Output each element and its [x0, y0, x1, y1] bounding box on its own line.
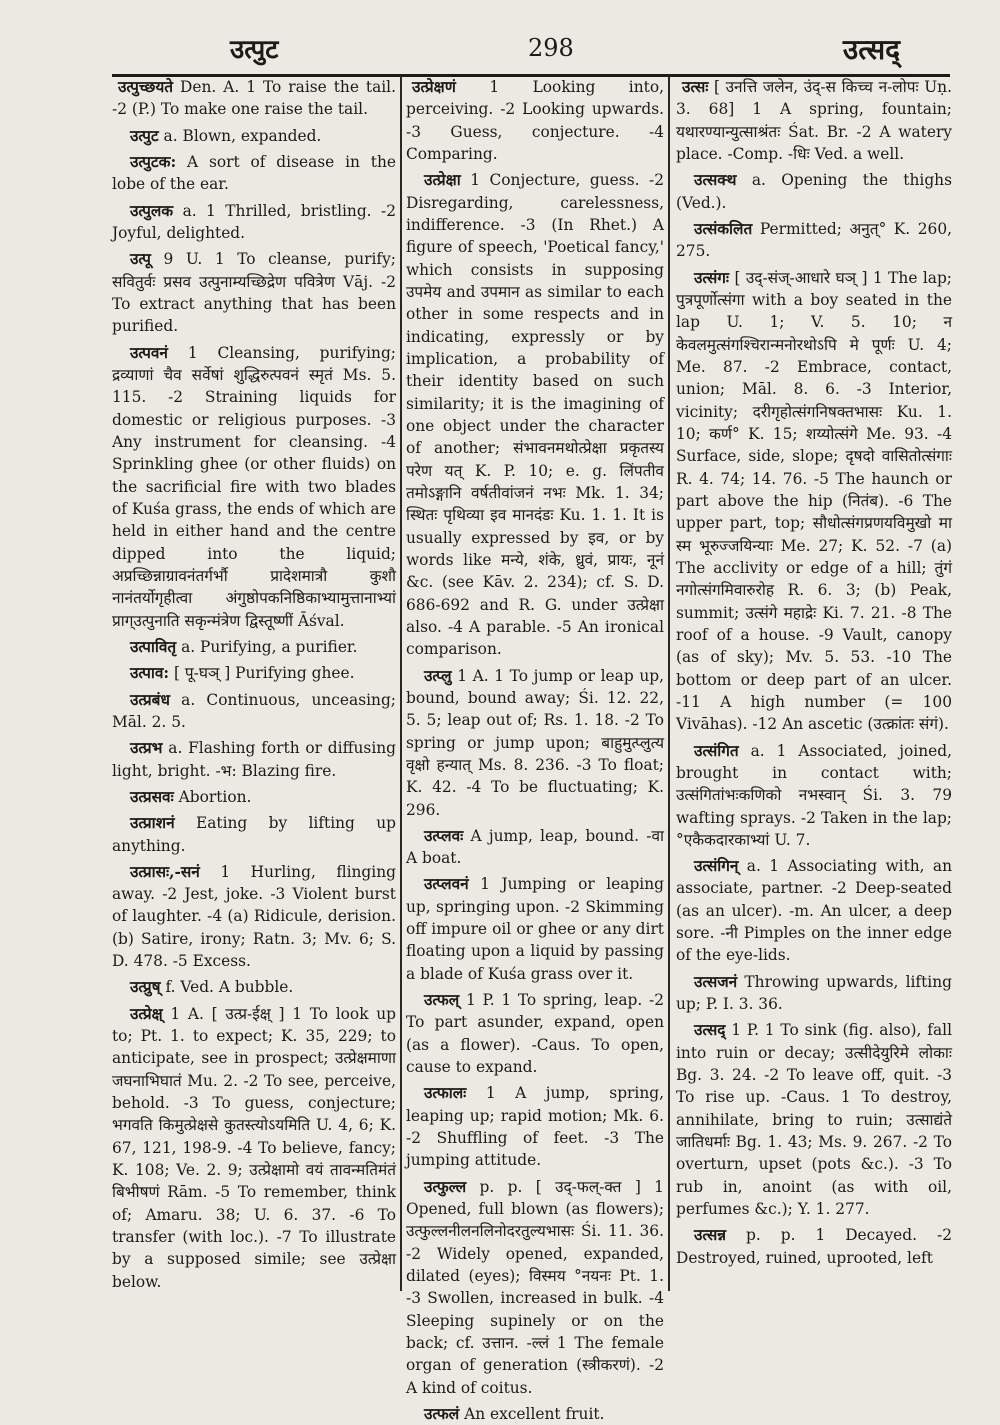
header-right-word: उत्सद् — [842, 33, 900, 66]
entry-definition: 1 Cleansing, purifying; द्रव्याणां चैव सर्वेषां शुद्धिरुत्पवनं स्मृतं Ms. 5. 115. -2 Straining liquids for domestic or religious purposes. -3 Any instrument for cleansing. -4 Sprinkling ghee (or other fluids) on the sacrificial fire with two blades of Kuśa grass, the ends of which are held in either hand and the centre dipped into the liquid; अप्रच्छिन्नाग्रावनंतर्गर्भौ प्रादेशमात्रौ कुशौ नानंतर्योगृहीत्वा अंगुष्ठोपकनिष्ठिकाभ्यामुत्तानाभ्यां प्राग्उत्पुनाति सकृन्मंत्रेण द्विस्तूष्णीं Āśval. — [112, 343, 396, 630]
dictionary-entry — [406, 989, 664, 1078]
dictionary-entry — [406, 1082, 664, 1171]
entry-definition: 1 Hurling, flinging away. -2 Jest, joke. -3 Violent burst of laughter. -4 (a) Ridicule, derision. (b) Satire, irony; Ratn. 3; Mv. 6; S. D. 478. -5 Excess. — [112, 862, 396, 971]
entry-headword: उत्पाव: — [130, 664, 170, 683]
entry-headword: उत्प्रेक्ष् — [130, 1004, 163, 1023]
dictionary-entry — [406, 825, 664, 870]
entry-headword: उत्सन्न — [694, 1226, 727, 1245]
entry-headword: उत्फुल्ल — [424, 1177, 467, 1196]
dictionary-entry — [676, 1224, 952, 1269]
entry-headword: उत्सजनं — [694, 972, 738, 991]
entry-definition: a. Continuous, unceasing; Māl. 2. 5. — [112, 690, 396, 731]
entry-headword: उत्प्लु — [424, 666, 452, 685]
dictionary-entry — [406, 169, 664, 660]
dictionary-entry — [676, 740, 952, 852]
dictionary-entry — [676, 267, 952, 736]
dictionary-entry — [112, 662, 396, 684]
entry-headword: उत्सक्थ — [694, 171, 737, 190]
entry-definition: a. 1 Associating with, an associate, partner. -2 Deep-seated (as an ulcer). -m. An ulcer, a deep sore. -नी Pimples on the inner edge of the eye-lids. — [676, 857, 952, 965]
entry-definition: a. Blown, expanded. — [163, 126, 322, 145]
entry-headword: उत्प्रबंध — [130, 690, 170, 709]
entry-definition: A jump, leap, bound. -वा A boat. — [406, 826, 664, 868]
dictionary-entry — [676, 169, 952, 214]
entry-headword: उत्प्रुष् — [130, 978, 161, 997]
entry-definition: a. 1 Associated, joined, brought in contact with; उत्संगितांभःकणिको नभस्वान् Śi. 3. 79 wafting sprays. -2 Taken in the lap; °एकैकदारकाभ्यां U. 7. — [676, 741, 952, 849]
dictionary-entry — [112, 248, 396, 337]
entry-headword: उत्पुटक: — [130, 152, 177, 171]
entry-headword: उत्प्रभ — [130, 739, 163, 758]
dictionary-entry — [112, 125, 396, 147]
entry-headword: उत्पावितृ — [130, 637, 177, 656]
entry-headword: उत्फल् — [424, 991, 460, 1010]
dictionary-entry — [112, 861, 396, 973]
entry-headword: उत्पवनं — [130, 343, 168, 362]
entry-headword: उत्प्रेक्षणं — [412, 78, 456, 96]
column-divider — [400, 76, 402, 1291]
entry-definition: Abortion. — [178, 787, 252, 806]
entry-headword: उत्संगित — [694, 741, 739, 760]
dictionary-entry — [406, 873, 664, 985]
dictionary-entry — [112, 1003, 396, 1293]
entry-definition: [ उनत्ति जलेन, उंद्-स किच्च न-लोपः Uṇ. 3. 68] 1 A spring, fountain; यथारण्यान्युत्साश्रंतः Śat. Br. -2 A watery place. -Comp. -धिः Ved. a well. — [676, 78, 952, 163]
entry-definition: 1 A. 1 To jump or leap up, bound, bound away; Śi. 12. 22, 5. 5; leap out of; Rs. 1. 18. -2 To spring or jump upon; बाहुमुत्प्लुत्य वृक्षो हन्यात् Ms. 8. 236. -3 To float; K. 42. -4 To be fluctuating; K. 296. — [406, 666, 664, 819]
entry-definition: 1 A jump, spring, leaping up; rapid motion; Mk. 6. -2 Shuffling of feet. -3 The jumping attitude. — [406, 1084, 664, 1170]
entry-definition: a. Purifying, a purifier. — [181, 637, 358, 656]
entry-headword: उत्प्रासः,-सनं — [130, 862, 200, 881]
entry-definition: 1 P. 1 To spring, leap. -2 To part asunder, expand, open (as a flower). -Caus. To open, cause to expand. — [406, 991, 664, 1077]
dictionary-entry — [406, 76, 664, 165]
entry-definition: A sort of disease in the lobe of the ear. — [112, 152, 396, 194]
entry-definition: a. Opening the thighs (Ved.). — [676, 171, 952, 212]
dictionary-entry — [112, 976, 396, 998]
entry-headword: उत्पुच्छयते — [118, 78, 174, 96]
entry-definition: Den. A. 1 To raise the tail. -2 (P.) To make one raise the tail. — [112, 78, 396, 119]
dictionary-entry — [676, 1019, 952, 1220]
entry-headword: उत्पुट — [130, 126, 159, 145]
entry-headword: उत्सः — [682, 78, 709, 96]
dictionary-entry — [112, 636, 396, 658]
column-right — [676, 76, 952, 1286]
entry-headword: उत्प्रसवः — [130, 787, 174, 806]
column-middle — [406, 76, 664, 1424]
entry-headword: उत्प्राशनं — [130, 814, 175, 833]
entry-headword: उत्प्लवनं — [424, 875, 469, 894]
header-left-word: उत्पुट — [230, 35, 279, 65]
dictionary-entry — [112, 76, 396, 121]
entry-definition: An excellent fruit. — [464, 1405, 605, 1424]
entry-definition: p. p. 1 Decayed. -2 Destroyed, ruined, uprooted, left — [676, 1226, 952, 1267]
entry-headword: उत्संगः — [694, 268, 730, 287]
dictionary-entry — [112, 342, 396, 632]
entry-headword: उत्सद् — [694, 1021, 726, 1040]
entry-definition: [ उद्-संज्-आधारे घञ् ] 1 The lap; पुत्रपूर्णोत्संगा with a boy seated in the lap U. 1; V. 5. 10; न केवलमुत्संगश्चिरान्मनोरथोऽपि मे पूर्णः U. 4; Me. 87. -2 Embrace, contact, union; Māl. 8. 6. -3 Interior, vicinity; दरीगृहोत्संगनिषक्तभासः Ku. 1. 10; कर्ण° K. 15; शय्योत्संगे Me. 93. -4 Surface, side, slope; दृषदो वासितोत्संगाः R. 4. 74; 14. 76. -5 The haunch or part above the hip (नितंब). -6 The upper part, top; सौधोत्संगप्रणयविमुखो मा स्म भूरुज्जयिन्याः Me. 27; K. 52. -7 (a) The acclivity or edge of a hill; तुंगं नगोत्संगमिवारुरोह R. 6. 3; (b) Peak, summit; उत्संगे महाद्रेः Ki. 7. 21. -8 The roof of a house. -9 Vault, canopy (as of sky); Mv. 5. 53. -10 The bottom or deep part of an ulcer. -11 A high number (= 100 Vivāhas). -12 An ascetic (उत्क्रांतः संगं). — [676, 268, 952, 734]
entry-definition: 1 Looking into, perceiving. -2 Looking upwards. -3 Guess, conjecture. -4 Comparing. — [406, 78, 664, 163]
entry-definition: f. Ved. A bubble. — [165, 978, 294, 997]
entry-headword: उत्पू — [130, 250, 151, 269]
entry-headword: उत्प्रेक्षा — [424, 171, 461, 190]
entry-definition: 9 U. 1 To cleanse, purify; सवितुर्वः प्रसव उत्पुनाम्यच्छिद्रेण पवित्रेण Vāj. -2 To extract anything that has been purified. — [112, 250, 396, 336]
entry-definition: a. Flashing forth or diffusing light, bright. -भ: Blazing fire. — [112, 739, 396, 780]
dictionary-entry — [112, 812, 396, 857]
dictionary-entry — [112, 689, 396, 734]
entry-headword: उत्पुलक — [130, 201, 174, 220]
entry-definition: Eating by lifting up anything. — [112, 814, 396, 855]
column-left — [112, 76, 396, 1291]
dictionary-entry — [676, 76, 952, 165]
dictionary-entry — [676, 971, 952, 1016]
dictionary-entry — [406, 1176, 664, 1399]
entry-headword: उत्फलं — [424, 1405, 460, 1424]
entry-definition: 1 A. [ उत्प्र-ईक्ष् ] 1 To look up to; Pt. 1. to expect; K. 35, 229; to anticipate, see in prospect; उत्प्रेक्षमाणा जघनाभिघातं Mu. 2. -2 To see, perceive, behold. -3 To guess, conjecture; भगवति किमुत्प्रेक्षसे कुतस्त्योऽयमिति U. 4, 6; K. 67, 121, 198-9. -4 To believe, fancy; K. 108; Ve. 2. 9; उत्प्रेक्षामो वयं तावन्मतिमंतं बिभीषणं Rām. -5 To remember, think of; Amaru. 38; U. 6. 37. -6 To transfer (with loc.). -7 To illustrate by a supposed simile; see उत्प्रेक्षा below. — [112, 1004, 396, 1291]
dictionary-entry — [112, 200, 396, 245]
entry-headword: उत्संकलित — [694, 219, 753, 238]
entry-definition: 1 Jumping or leaping up, springing upon. -2 Skimming off impure oil or ghee or any dirt floating upon a liquid by passing a blade of Kuśa grass over it. — [406, 875, 664, 983]
entry-headword: उत्फालः — [424, 1084, 467, 1103]
dictionary-entry — [406, 1403, 664, 1425]
entry-headword: उत्संगिन् — [694, 857, 739, 876]
dictionary-entry — [676, 855, 952, 967]
entry-definition: Throwing upwards, lifting up; P. I. 3. 36. — [676, 972, 952, 1014]
running-header — [110, 28, 950, 72]
column-divider — [668, 76, 670, 1291]
entry-headword: उत्प्लवः — [424, 826, 464, 845]
dictionary-entry — [112, 737, 396, 782]
entry-definition: Permitted; अनुत्° K. 260, 275. — [676, 219, 952, 261]
dictionary-entry — [112, 151, 396, 196]
entry-definition: p. p. [ उद्-फल्-क्त ] 1 Opened, full blown (as flowers); उत्फुल्लनीलनलिनोदरतुल्यभासः Śi. 11. 36. -2 Widely opened, expanded, dilated (eyes); विस्मय °नयनः Pt. 1. -3 Swollen, increased in bulk. -4 Sleeping supinely or on the back; cf. उत्तान. -ल्लं 1 The female organ of generation (स्त्रीकरणं). -2 A kind of coitus. — [406, 1177, 664, 1397]
dictionary-entry — [676, 218, 952, 263]
page-number: 298 — [528, 34, 574, 62]
dictionary-entry — [406, 665, 664, 821]
entry-definition: a. 1 Thrilled, bristling. -2 Joyful, delighted. — [112, 201, 396, 242]
entry-definition: [ पू-घञ् ] Purifying ghee. — [174, 664, 355, 683]
entry-definition: 1 P. 1 To sink (fig. also), fall into ruin or decay; उत्सीदेयुरिमे लोकाः Bg. 3. 24. -2 To leave off, quit. -3 To rise up. -Caus. 1 To destroy, annihilate, bring to ruin; उत्साद्यंते जातिधर्माः Bg. 1. 43; Ms. 9. 267. -2 To overturn, upset (pots &c.). -3 To rub in, anoint (as with oil, perfumes &c.); Y. 1. 277. — [676, 1021, 952, 1219]
dictionary-entry — [112, 786, 396, 808]
entry-definition: 1 Conjecture, guess. -2 Disregarding, carelessness, indifference. -3 (In Rhet.) A figure of speech, 'Poetical fancy,' which consists in supposing उपमेय and उपमान as similar to each other in some respects and in indicating, expressly or by implication, a probability of their identity based on such similarity; it is the imagining of one object under the character of another; संभावनमथोत्प्रेक्षा प्रकृतस्य परेण यत् K. P. 10; e. g. लिंपतीव तमोऽङ्गानि वर्षतीवांजनं नभः Mk. 1. 34; स्थितः पृथिव्या इव मानदंडः Ku. 1. 1. It is usually expressed by इव, or by words like मन्ये, शंके, ध्रुवं, प्रायः, नूनं &c. (see Kāv. 2. 234); cf. S. D. 686-692 and R. G. under उत्प्रेक्षा also. -4 A parable. -5 An ironical comparison. — [406, 171, 664, 659]
